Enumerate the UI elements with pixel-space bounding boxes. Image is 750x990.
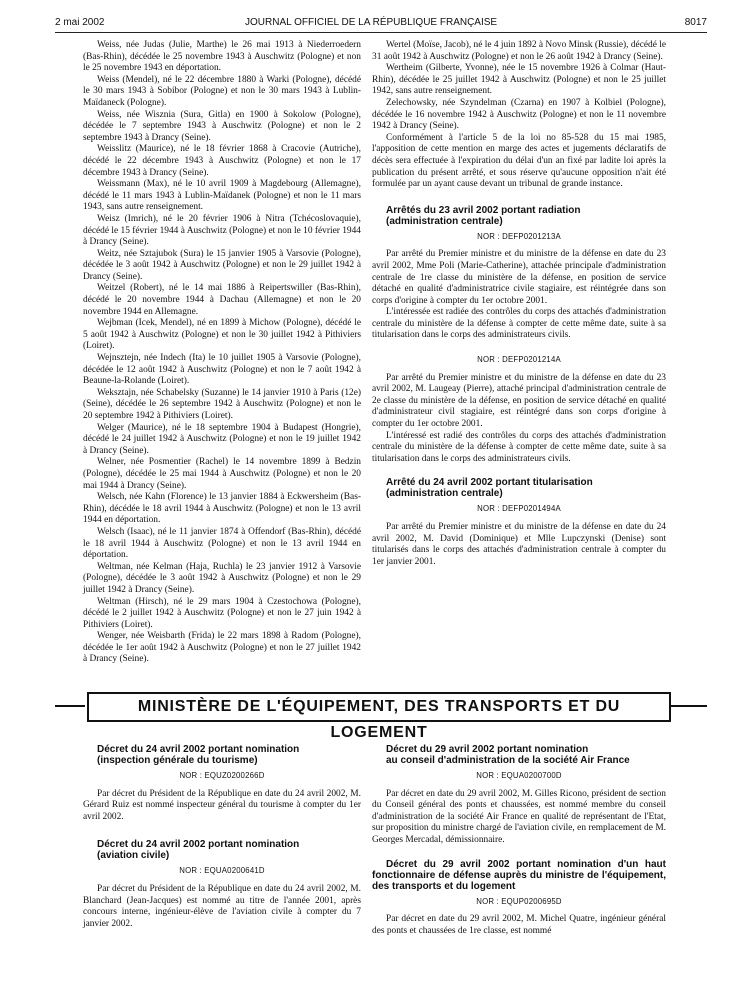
nor-reference: NOR : EQUA0200700D bbox=[476, 771, 562, 780]
divider bbox=[671, 705, 707, 707]
right-column-top bbox=[372, 40, 666, 568]
list-item: Weitz, née Sztajubok (Sura) le 15 janvier 1905 à Varsovie (Pologne), décédée le 3 août 1942 à Auschwitz (Pologne) et non le 29 juillet 1942 à Drancy (Seine). bbox=[83, 248, 361, 282]
list-item: Welsch (Isaac), né le 11 janvier 1874 à Offendorf (Bas-Rhin), décédé le 18 avril 1944 à Auschwitz (Pologne) et non le 13 avril 1944 en déportation. bbox=[83, 526, 361, 561]
section-decree-tourisme bbox=[83, 744, 361, 823]
list-item: Zelechowsky, née Szyndelman (Czarna) en 1907 à Kolbiel (Pologne), décédée le 16 novembre 1942 à Auschwitz (Pologne) et non le 11 novembre 1942 à Drancy (Seine). bbox=[372, 97, 666, 132]
section-subtitle: (aviation civile) bbox=[97, 850, 170, 862]
list-item: Weisz (Imrich), né le 20 février 1906 à Nitra (Tchécoslovaquie), décédé le 15 février 1944 à Auschwitz (Pologne) et non le 10 février 1944 à Drancy (Seine). bbox=[83, 213, 361, 248]
paragraph: Par arrêté du Premier ministre et du ministre de la défense en date du 24 avril 2002, M. David (Dominique) et Mlle Lupczynski (Denise) sont titularisés dans le corps des attachés d'administration centrale à compter du 1er janvier 2001. bbox=[372, 522, 666, 567]
nor-reference: NOR : EQUA0200641D bbox=[179, 866, 265, 876]
list-item: Wejbman (Icek, Mendel), né en 1899 à Michow (Pologne), décédé le 5 août 1942 à Auschwitz (Pologne) et non le 30 juillet 1942 à Pithiviers (Loiret). bbox=[83, 318, 361, 352]
list-item: Weksztajn, née Schabelsky (Suzanne) le 14 janvier 1910 à Paris (12e) (Seine), décédée le 26 septembre 1942 à Auschwitz (Pologne) et non le 20 septembre 1942 à Pithiviers (Loiret). bbox=[83, 387, 361, 421]
list-item: Weissmann (Max), né le 10 avril 1909 à Magdebourg (Allemagne), décédé le 11 mars 1943 à Lublin-Maïdanek (Pologne) et non le 11 mars 1943, sans autre renseignement. bbox=[83, 179, 361, 213]
left-column-top bbox=[83, 40, 361, 666]
header-title: JOURNAL OFFICIEL DE LA RÉPUBLIQUE FRANÇAISE bbox=[245, 17, 498, 28]
section-title: Décret du 24 avril 2002 portant nomination bbox=[97, 839, 300, 851]
paragraph: Par décret en date du 29 avril 2002, M. Gilles Ricono, président de section du Conseil général des ponts et chaussées, est nommé membre du conseil d'administration de la société Air France en qualité de représentant de l'Etat, sur proposition du ministre chargé de l'aviation civile, en remplacement de M. Georges Mercadal, démissionnaire. bbox=[372, 788, 666, 845]
right-column-bottom bbox=[372, 744, 666, 937]
section-title: Décret du 29 avril 2002 portant nomination bbox=[386, 744, 589, 755]
list-item: Wertel (Moïse, Jacob), né le 4 juin 1892 à Novo Minsk (Russie), décédé le 31 août 1942 à Auschwitz (Pologne) et non le 26 août 1942 à Drancy (Seine). bbox=[372, 40, 666, 62]
header-date: 2 mai 2002 bbox=[55, 17, 105, 28]
list-item: Welger (Maurice), né le 18 septembre 1904 à Budapest (Hongrie), décédé le 24 juillet 1942 à Auschwitz (Pologne) et non le 19 juillet 1942 à Drancy (Seine). bbox=[83, 422, 361, 456]
paragraph: Par arrêté du Premier ministre et du ministre de la défense en date du 23 avril 2002, Mme Poli (Marie-Catherine), attachée principale d'administration centrale de 1re classe du ministère de la défense, en position de service détaché en qualité d'administratrice civile stagiaire, est réintégrée dans son corps d'origine à compter du 1er octobre 2001. bbox=[372, 249, 666, 306]
paragraph: L'intéressé est radié des contrôles du corps des attachés d'administration centrale du ministère de la défense à compter de cette même date, suite à sa titularisation dans le corps des administrateurs civils. bbox=[372, 430, 666, 464]
ministry-banner: MINISTÈRE DE L'ÉQUIPEMENT, DES TRANSPORTS ET DU LOGEMENT bbox=[87, 692, 671, 722]
section-subtitle: au conseil d'administration de la société Air France bbox=[386, 755, 630, 766]
section-decree-air-france bbox=[372, 744, 666, 847]
list-item: Weisslitz (Maurice), né le 18 février 1868 à Cracovie (Autriche), décédé le 22 décembre 1943 à Auschwitz (Pologne) et non le 17 décembre 1943 à Drancy (Seine). bbox=[83, 144, 361, 178]
section-subtitle: (inspection générale du tourisme) bbox=[97, 755, 258, 766]
left-column-bottom bbox=[83, 744, 361, 930]
paragraph: Par décret du Président de la République en date du 24 avril 2002, M. Blanchard (Jean-Jacques) est nommé au titre de l'année 2001, après concours interne, ingénieur-élève de l'aviation civile à compter du 7 janvier 2002. bbox=[83, 883, 361, 929]
section-title: Arrêtés du 23 avril 2002 portant radiation bbox=[386, 204, 581, 216]
section-decree-aviation bbox=[83, 839, 361, 930]
section-subtitle: (administration centrale) bbox=[386, 215, 503, 227]
nor-reference: NOR : DEFP0201494A bbox=[477, 504, 561, 514]
section-title: Décret du 24 avril 2002 portant nomination bbox=[97, 744, 300, 755]
section-decree-haut-fonctionnaire bbox=[372, 859, 666, 938]
divider bbox=[55, 705, 85, 707]
section-radiation bbox=[372, 205, 666, 466]
list-item: Wertheim (Gilberte, Yvonne), née le 15 novembre 1926 à Colmar (Haut-Rhin), décédée le 25 juillet 1942 à Auschwitz (Pologne) et non le 25 juillet 1942, sans autre renseignement. bbox=[372, 63, 666, 97]
list-item: Conformément à l'article 5 de la loi no 85-528 du 15 mai 1985, l'apposition de cette mention en marge des actes et jugements déclaratifs de décès sera effectuée à l'expiration du délai d'un an fixé par ladite loi après la publication du présent arrêté, et sous réserve qu'aucune opposition n'ait été formulée par un ayant cause devant un tribunal de grande instance. bbox=[372, 132, 666, 190]
paragraph: Par décret du Président de la République en date du 24 avril 2002, M. Gérard Ruiz est nommé inspecteur général du tourisme à compter du 1er avril 2002. bbox=[83, 788, 361, 822]
list-item: Weiss (Mendel), né le 22 décembre 1880 à Warki (Pologne), décédé le 30 mars 1943 à Sobibor (Pologne) et non le 30 mars 1943 à Lublin-Maïdaneck (Pologne). bbox=[83, 74, 361, 108]
nor-reference: NOR : DEFP0201214A bbox=[477, 355, 561, 365]
nor-reference: NOR : DEFP0201213A bbox=[477, 231, 561, 241]
nor-reference: NOR : EQUP0200695D bbox=[476, 896, 562, 906]
list-item: Welsch, née Kahn (Florence) le 13 janvier 1884 à Eckwersheim (Bas-Rhin), décédée le 18 avril 1944 à Auschwitz (Pologne) et non le 13 avril 1944 en déportation. bbox=[83, 492, 361, 526]
paragraph: L'intéressée est radiée des contrôles du corps des attachés d'administration centrale du ministère de la défense à compter de cette même date, suite à sa titularisation dans le corps des administrateurs civils. bbox=[372, 307, 666, 341]
list-item: Weiss, née Judas (Julie, Marthe) le 26 mai 1913 à Niederroedern (Bas-Rhin), décédée le 25 novembre 1943 à Auschwitz (Pologne) et non le 25 novembre 1943 en déportation. bbox=[83, 40, 361, 74]
list-item: Welner, née Posmentier (Rachel) le 14 novembre 1899 à Bedzin (Pologne), décédée le 25 mai 1944 à Auschwitz (Pologne) et non le 20 mai 1944 à Drancy (Seine). bbox=[83, 457, 361, 491]
list-item: Weltman, née Kelman (Haja, Ruchla) le 23 janvier 1912 à Varsovie (Pologne), décédée le 3 août 1942 à Auschwitz (Pologne) et non le 29 juillet 1942 à Drancy (Seine). bbox=[83, 561, 361, 595]
section-title: Décret du 29 avril 2002 portant nomination d'un haut fonctionnaire de défense auprès du ministre de l'équipement, des transports et du logement bbox=[372, 858, 666, 892]
section-titularisation bbox=[372, 477, 666, 568]
page-header bbox=[55, 14, 707, 33]
nor-reference: NOR : EQUZ0200266D bbox=[179, 771, 265, 780]
paragraph: Par décret en date du 29 avril 2002, M. Michel Quatre, ingénieur général des ponts et chaussées de 1re classe, est nommé bbox=[372, 914, 666, 936]
paragraph: Par arrêté du Premier ministre et du ministre de la défense en date du 23 avril 2002, M. Laugeay (Pierre), attaché principal d'administration centrale de 2e classe du ministère de la défense, en position de service détaché en qualité d'administrateur civil stagiaire, est réintégré dans son corps d'origine à compter du 1er octobre 2001. bbox=[372, 372, 666, 430]
list-item: Wenger, née Weisbarth (Frida) le 22 mars 1898 à Radom (Pologne), décédée le 1er août 1942 à Auschwitz (Pologne) et non le 27 juillet 1942 à Drancy (Seine). bbox=[83, 631, 361, 665]
list-item: Weiss, née Wisznia (Sura, Gitla) en 1900 à Sokolow (Pologne), décédée le 7 septembre 1943 à Auschwitz (Pologne) et non le 2 septembre 1943 à Drancy (Seine). bbox=[83, 109, 361, 143]
list-item: Weitzel (Robert), né le 14 mai 1886 à Reipertswiller (Bas-Rhin), décédé le 20 novembre 1944 à Dachau (Allemagne) et non le 20 novembre 1944 en Allemagne. bbox=[83, 283, 361, 317]
section-subtitle: (administration centrale) bbox=[386, 488, 503, 500]
list-item: Wejnsztejn, née Indech (Ita) le 10 juillet 1905 à Varsovie (Pologne), décédée le 12 août 1942 à Auschwitz (Pologne) et non le 7 août 1942 à Beaune-la-Rolande (Loiret). bbox=[83, 353, 361, 387]
section-title: Arrêté du 24 avril 2002 portant titularisation bbox=[386, 477, 593, 489]
list-item: Weltman (Hirsch), né le 29 mars 1904 à Czestochowa (Pologne), décédé le 2 juillet 1942 à Auschwitz (Pologne) et non le 27 juin 1942 à Pithiviers (Loiret). bbox=[83, 596, 361, 630]
header-page-number: 8017 bbox=[684, 17, 707, 28]
